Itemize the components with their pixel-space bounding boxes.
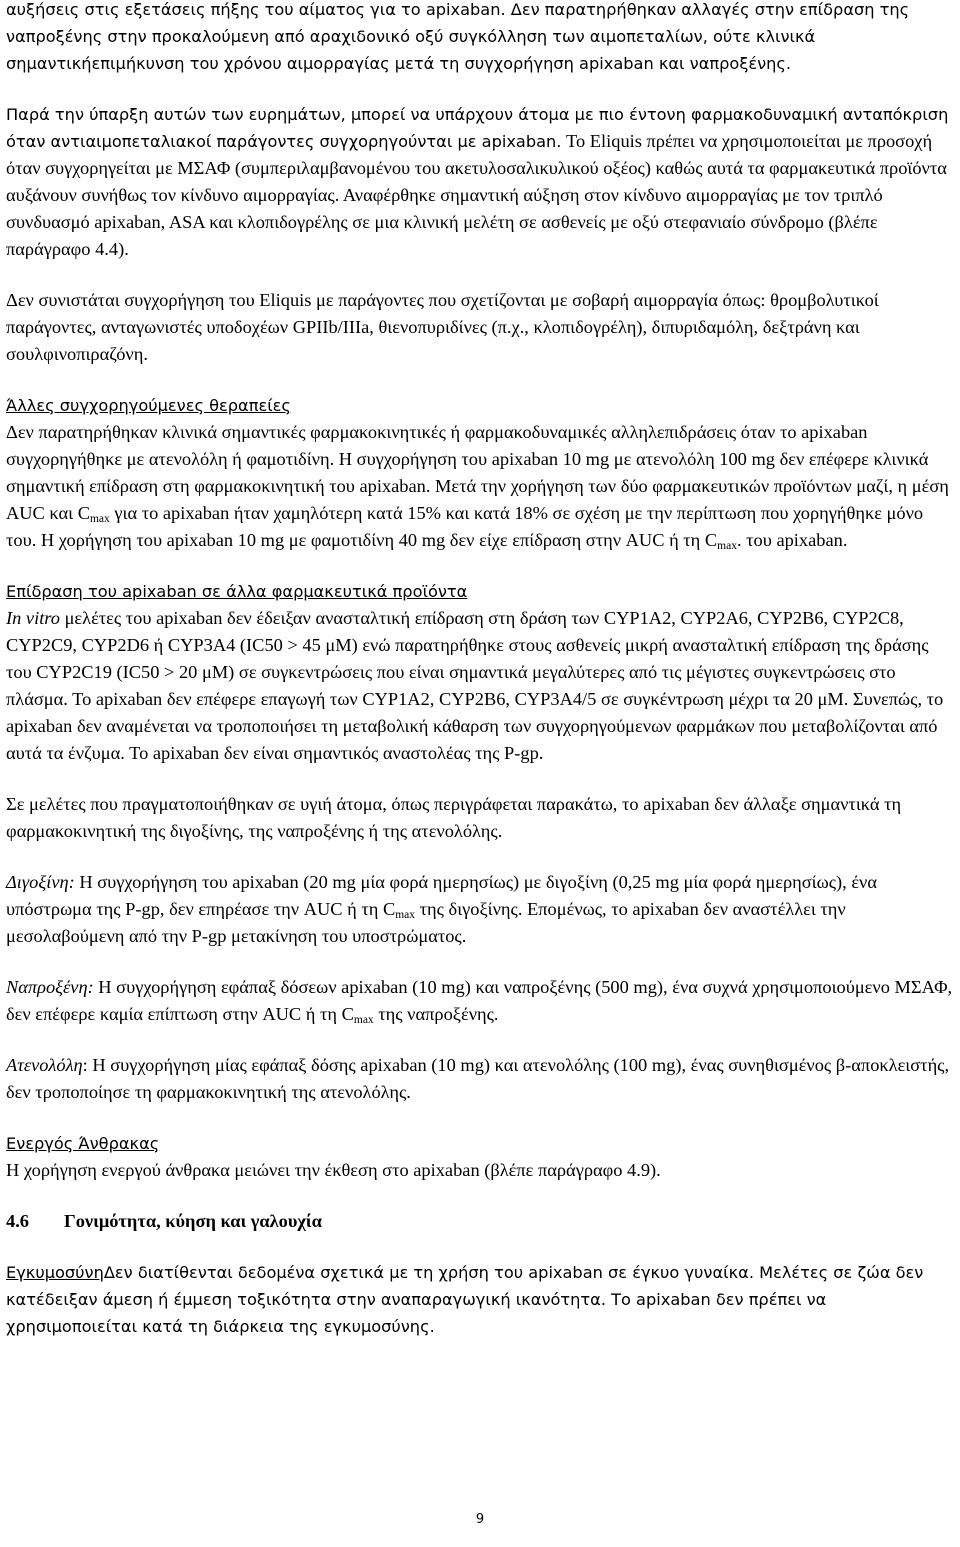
section-body: Δεν διατίθενται δεδομένα σχετικά με τη χρήση του apixaban σε έγκυο γυναίκα. Μελέτες σε ζώα δεν κατέδειξαν άμεση ή έμμεση τοξικότητα στην αναπαραγωγική ικανότητα. Το apixaban δεν πρέπει να χρησιμοποιείται κατά τη διάρκεια της εγκυμοσύνης. bbox=[6, 1263, 924, 1336]
section-body: Δεν παρατηρήθηκαν κλινικά σημαντικές φαρμακοκινητικές ή φαρμακοδυναμικές αλληλεπιδράσεις όταν το apixaban συγχορηγήθηκε με ατενολόλη ή φαμοτιδίνη. Η συγχορήγηση του apixaban 10 mg με ατενολόλη 100 mg δεν επέφερε κλινικά σημαντική επίδραση στη φαρμακοκινητική του apixaban. Μετά την χορήγηση των δύο φαρμακευτικών προϊόντων μαζί, η μέση AUC και $C_{max}$ για το apixaban ήταν χαμηλότερη κατά 15% και κατά 18% σε σχέση με την περίπτωση που χορηγήθηκε μόνο του. Η χορήγηση του apixaban 10 mg με φαμοτιδίνη 40 mg δεν είχε επίδραση στην AUC ή τη $C_{max}$. του apixaban. bbox=[6, 422, 949, 552]
paragraph-naproxen: Ναπροξένη: Η συγχορήγηση εφάπαξ δόσεων apixaban (10 mg) και ναπροξένης (500 mg), ένα συχνά χρησιμοποιούμενο ΜΣΑΦ, δεν επέφερε καμία επίπτωση στην AUC ή τη $C_{max}$ της ναπροξένης. bbox=[6, 977, 953, 1026]
section-4-6-heading bbox=[6, 1208, 954, 1235]
section-body: Η χορήγηση ενεργού άνθρακα μειώνει την έκθεση στο apixaban (βλέπε παράγραφο 4.9). bbox=[6, 1160, 661, 1180]
section-pregnancy bbox=[6, 1259, 954, 1340]
text-sans: Παρά την ύπαρξη αυτών των ευρημάτων, μπορεί να υπάρχουν άτομα με πιο έντονη φαρμακοδυναμική ανταπόκριση όταν αντιαιμοπεταλιακοί παράγοντες συγχορηγούνται με apixaban. bbox=[6, 105, 949, 151]
paragraph-digoxin: Διγοξίνη: Η συγχορήγηση του apixaban (20 mg μία φορά ημερησίως) με διγοξίνη (0,25 mg μία φορά ημερησίως), ένα υπόστρωμα της P-gp, δεν επηρέασε την AUC ή τη $C_{max}$ της διγοξίνης. Επομένως, το apixaban δεν αναστέλλει την μεσολαβούμενη από την P-gp μετακίνηση του υποστρώματος. bbox=[6, 872, 877, 946]
paragraph-not-recommended: Δεν συνιστάται συγχορήγηση του Eliquis με παράγοντες που σχετίζονται με σοβαρή αιμορραγία όπως: θρομβολυτικοί παράγοντες, ανταγωνιστές υποδοχέων GPIIb/IIIa, θιενοπυριδίνες (π.χ., κλοπιδογρέλη), διπυριδαμόλη, δεξτράνη και σουλφινοπιραζόνη. bbox=[6, 290, 879, 364]
page-number: 9 bbox=[475, 1512, 485, 1527]
section-heading: Ενεργός Άνθρακας bbox=[6, 1134, 160, 1153]
section-effect-on-other-drugs bbox=[6, 578, 954, 767]
section-heading: Επίδραση του apixaban σε άλλα φαρμακευτικά προϊόντα bbox=[6, 582, 468, 601]
section-heading: Άλλες συγχορηγούμενες θεραπείες bbox=[6, 396, 291, 415]
document-page bbox=[6, 0, 954, 1340]
paragraph-antiplatelet-caution bbox=[6, 101, 954, 263]
section-number: 4.6 bbox=[6, 1211, 29, 1231]
section-heading: Εγκυμοσύνη bbox=[6, 1263, 104, 1282]
paragraph-naproxen-platelet: αυξήσεις στις εξετάσεις πήξης του αίματος για το apixaban. Δεν παρατηρήθηκαν αλλαγές στην επίδραση της ναπροξένης στην προκαλούμενη από αραχιδονικό οξύ συγκόλληση των αιμοπεταλίων, ούτε κλινικά σημαντικήεπιμήκυνση του χρόνου αιμορραγίας μετά τη συγχορήγηση apixaban και ναπροξένης. bbox=[6, 0, 910, 73]
paragraph-atenolol: Ατενολόλη: Η συγχορήγηση μίας εφάπαξ δόσης apixaban (10 mg) και ατενολόλης (100 mg), ένας συνηθισμένος β-αποκλειστής, δεν τροποποίησε τη φαρμακοκινητική της ατενολόλης. bbox=[6, 1055, 950, 1102]
section-body: In vitro μελέτες του apixaban δεν έδειξαν ανασταλτική επίδραση στη δράση των CYP1A2, CYP2A6, CYP2B6, CYP2C8, CYP2C9, CYP2D6 ή CYP3A4 (IC50 > 45 μM) ενώ παρατηρήθηκε στους ασθενείς μικρή ανασταλτική επίδραση της δράσης του CYP2C19 (IC50 > 20 μM) σε συγκεντρώσεις που είναι σημαντικά μεγαλύτερες από τις μέγιστες συγκεντρώσεις στο πλάσμα. Το apixaban δεν επέφερε επαγωγή των CYP1A2, CYP2B6, CYP3A4/5 σε συγκέντρωση μέχρι τα 20 μM. Συνεπώς, το apixaban δεν αναμένεται να τροποποιήσει τη μεταβολική κάθαρση των συγχορηγούμενων φαρμάκων που μεταβολίζονται από αυτά τα ένζυμα. Το apixaban δεν είναι σημαντικός αναστολέας της P-gp. bbox=[6, 608, 944, 763]
section-activated-charcoal bbox=[6, 1130, 954, 1184]
paragraph-healthy-subjects: Σε μελέτες που πραγματοποιήθηκαν σε υγιή άτομα, όπως περιγράφεται παρακάτω, το apixaban δεν άλλαξε σημαντικά τη φαρμακοκινητική της διγοξίνης, της ναπροξένης ή της ατενολόλης. bbox=[6, 794, 902, 841]
section-other-coadministered bbox=[6, 392, 954, 554]
text-serif: Το Eliquis πρέπει να χρησιμοποιείται με προσοχή όταν συγχορηγείται με ΜΣΑΦ (συμπεριλαμβανομένου του ακετυλοσαλικυλικού οξέος) καθώς αυτά τα φαρμακευτικά προϊόντα αυξάνουν συνήθως τον κίνδυνο αιμορραγίας. Αναφέρθηκε σημαντική αύξηση στον κίνδυνο αιμορραγίας με τον τριπλό συνδυασμό apixaban, ASA και κλοπιδογρέλης σε μια κλινική μελέτη σε ασθενείς με οξύ στεφανιαίο σύνδρομο (βλέπε παράγραφο 4.4). bbox=[6, 131, 947, 259]
section-title: Γονιμότητα, κύηση και γαλουχία bbox=[64, 1211, 322, 1231]
